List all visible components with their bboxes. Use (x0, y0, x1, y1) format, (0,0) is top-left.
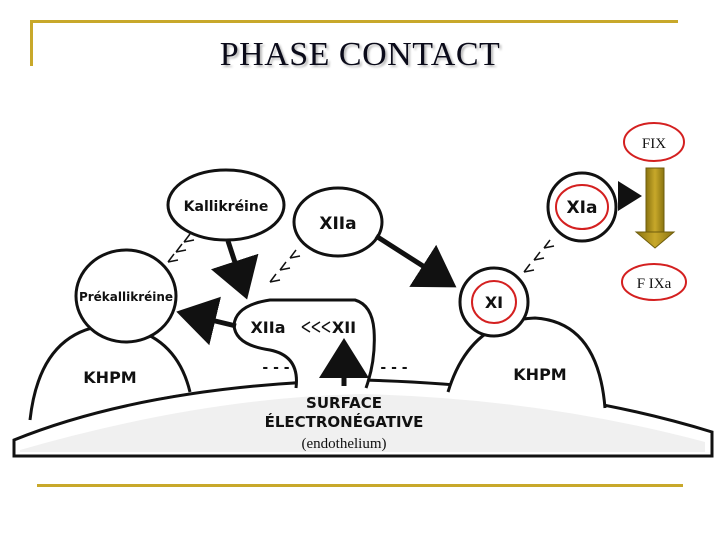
endothelium-label: (endothelium) (301, 436, 387, 452)
slide-title: PHASE CONTACT (219, 36, 501, 73)
xiia-to-prekallikreine-arrow (186, 314, 236, 326)
xii-label: XII (331, 318, 357, 337)
xi-to-xia-chevrons (524, 240, 554, 272)
negative-charges-left: - - - (262, 360, 290, 376)
xi-label: XI (484, 293, 504, 312)
kallikreine-to-xii-arrow (228, 241, 244, 290)
kallikreine-label: Kallikréine (183, 199, 269, 215)
surface-label-line1: SURFACE (306, 394, 382, 412)
xiia-to-xi-arrow (376, 236, 448, 282)
khpm-left-label: KHPM (83, 368, 137, 387)
fix-to-fixa-arrow (636, 168, 674, 248)
xii-pocket-shape (234, 300, 374, 388)
surface-label-line2: ÉLECTRONÉGATIVE (264, 413, 424, 431)
khpm-right-label: KHPM (513, 365, 567, 384)
negative-charges-right: - - - (380, 360, 408, 376)
prekallikreine-label: Prékallikréine (78, 290, 174, 304)
fix-label: FIX (641, 136, 667, 152)
xii-to-xiia-top-chevrons (270, 250, 300, 282)
prekallikreine-to-kallikreine-chevrons (168, 234, 194, 262)
xiia-top-label: XIIa (319, 214, 357, 234)
fixa-label: F IXa (636, 276, 672, 292)
xia-label: XIa (566, 198, 598, 218)
xiia-pocket-label: XIIa (250, 318, 286, 337)
